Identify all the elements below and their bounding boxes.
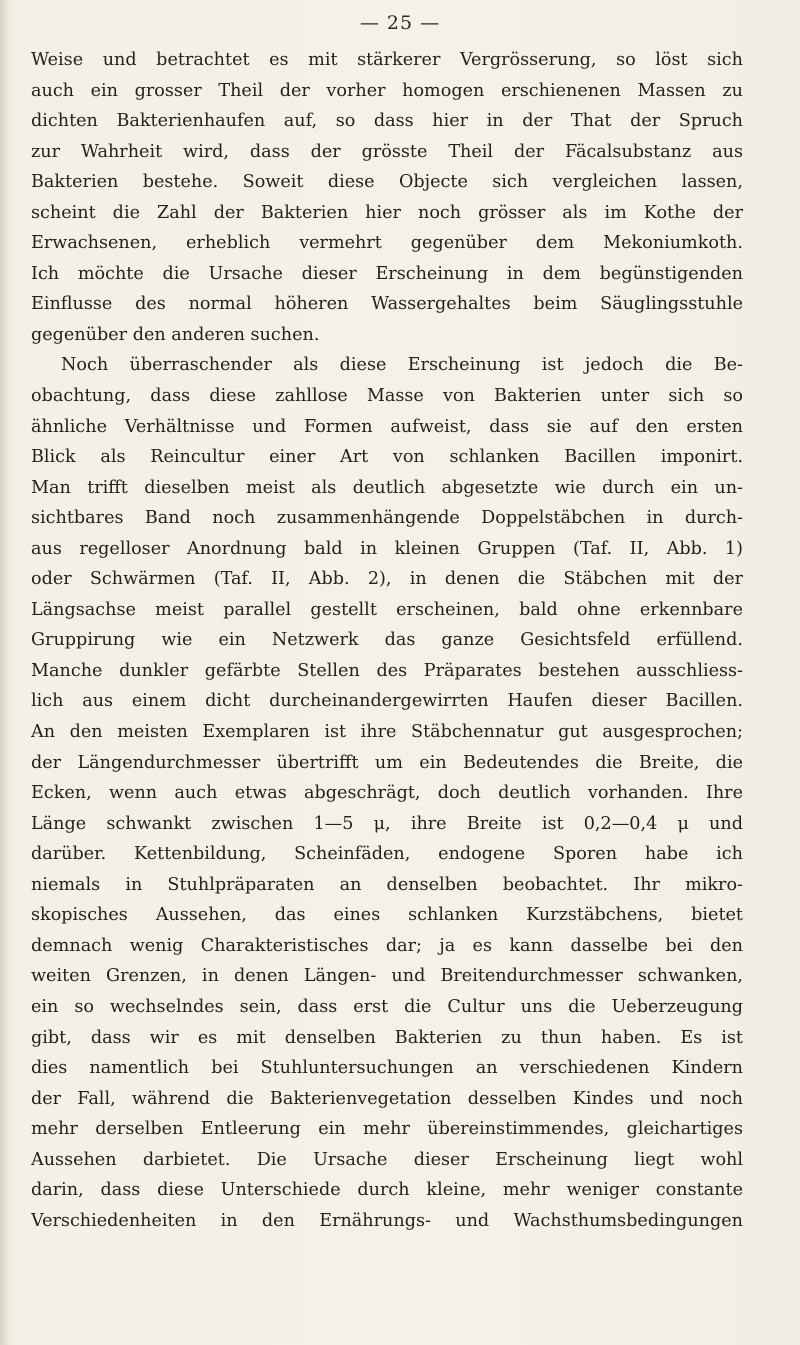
paragraph-start-line: Noch überraschender als diese Erscheinung ist jedoch die Be- (61, 355, 743, 376)
text-line: darin, dass diese Unterschiede durch kleine, mehr weniger constante (31, 1180, 743, 1201)
paragraph-end-line: gegenüber den anderen suchen. (31, 324, 320, 345)
page-number: — 25 — (359, 12, 441, 34)
text-line: Gruppirung wie ein Netzwerk das ganze Gesichtsfeld erfüllend. (31, 630, 743, 651)
text-line: Aussehen darbietet. Die Ursache dieser Erscheinung liegt wohl (31, 1149, 743, 1170)
text-line: Erwachsenen, erheblich vermehrt gegenüber dem Mekoniumkoth. (31, 233, 743, 254)
text-line: zur Wahrheit wird, dass der grösste Theil der Fäcalsubstanz aus (31, 141, 743, 162)
text-line: Verschiedenheiten in den Ernährungs- und Wachsthumsbedingungen (31, 1210, 743, 1231)
text-line: der Längendurchmesser übertrifft um ein Bedeutendes die Breite, die (31, 752, 743, 773)
text-line: weiten Grenzen, in denen Längen- und Breitendurchmesser schwanken, (31, 966, 743, 987)
text-line: Manche dunkler gefärbte Stellen des Präparates bestehen ausschliess- (31, 660, 743, 681)
page-edge-shadow (0, 0, 10, 1345)
text-line: lich aus einem dicht durcheinandergewirrten Haufen dieser Bacillen. (31, 691, 743, 712)
text-line: scheint die Zahl der Bakterien hier noch grösser als im Kothe der (31, 202, 743, 223)
text-line: Weise und betrachtet es mit stärkerer Vergrösserung, so löst sich (31, 50, 743, 70)
text-line: darüber. Kettenbildung, Scheinfäden, endogene Sporen habe ich (31, 844, 743, 865)
text-line: dichten Bakterienhaufen auf, so dass hier in der That der Spruch (31, 111, 743, 132)
text-line: aus regelloser Anordnung bald in kleinen Gruppen (Taf. II, Abb. 1) (31, 538, 743, 559)
text-line: obachtung, dass diese zahllose Masse von Bakterien unter sich so (31, 386, 743, 407)
text-line: sichtbares Band noch zusammenhängende Doppelstäbchen in durch- (31, 508, 743, 529)
text-line: An den meisten Exemplaren ist ihre Stäbchennatur gut ausgesprochen; (31, 722, 743, 743)
text-line: Blick als Reincultur einer Art von schlanken Bacillen imponirt. (31, 447, 743, 468)
text-line: dies namentlich bei Stuhluntersuchungen an verschiedenen Kindern (31, 1058, 743, 1079)
text-line: auch ein grosser Theil der vorher homogen erschienenen Massen zu (31, 80, 743, 101)
text-line: Einflusse des normal höheren Wassergehaltes beim Säuglingsstuhle (31, 294, 743, 315)
body-text (31, 45, 743, 1236)
text-line: Man trifft dieselben meist als deutlich abgesetzte wie durch ein un- (31, 477, 743, 498)
text-line: ähnliche Verhältnisse und Formen aufweist, dass sie auf den ersten (31, 416, 743, 437)
text-line: Längsachse meist parallel gestellt erscheinen, bald ohne erkennbare (31, 599, 743, 620)
text-line: gibt, dass wir es mit denselben Bakterien zu thun haben. Es ist (31, 1027, 743, 1048)
text-line: skopisches Aussehen, das eines schlanken Kurzstäbchens, bietet (31, 905, 743, 926)
text-line: oder Schwärmen (Taf. II, Abb. 2), in denen die Stäbchen mit der (31, 569, 743, 590)
text-line: Länge schwankt zwischen 1—5 μ, ihre Breite ist 0,2—0,4 μ und (31, 813, 743, 834)
text-line: Ecken, wenn auch etwas abgeschrägt, doch deutlich vorhanden. Ihre (31, 783, 743, 804)
text-line: mehr derselben Entleerung ein mehr übereinstimmendes, gleichartiges (31, 1119, 743, 1140)
text-line: Ich möchte die Ursache dieser Erscheinung in dem begünstigenden (31, 263, 743, 284)
text-line: demnach wenig Charakteristisches dar; ja es kann dasselbe bei den (31, 935, 743, 956)
text-line: Bakterien bestehe. Soweit diese Objecte sich vergleichen lassen, (31, 172, 743, 193)
text-line: niemals in Stuhlpräparaten an denselben beobachtet. Ihr mikro- (31, 874, 743, 895)
text-line: ein so wechselndes sein, dass erst die Cultur uns die Ueberzeugung (31, 996, 743, 1017)
text-line: der Fall, während die Bakterienvegetation desselben Kindes und noch (31, 1088, 743, 1109)
